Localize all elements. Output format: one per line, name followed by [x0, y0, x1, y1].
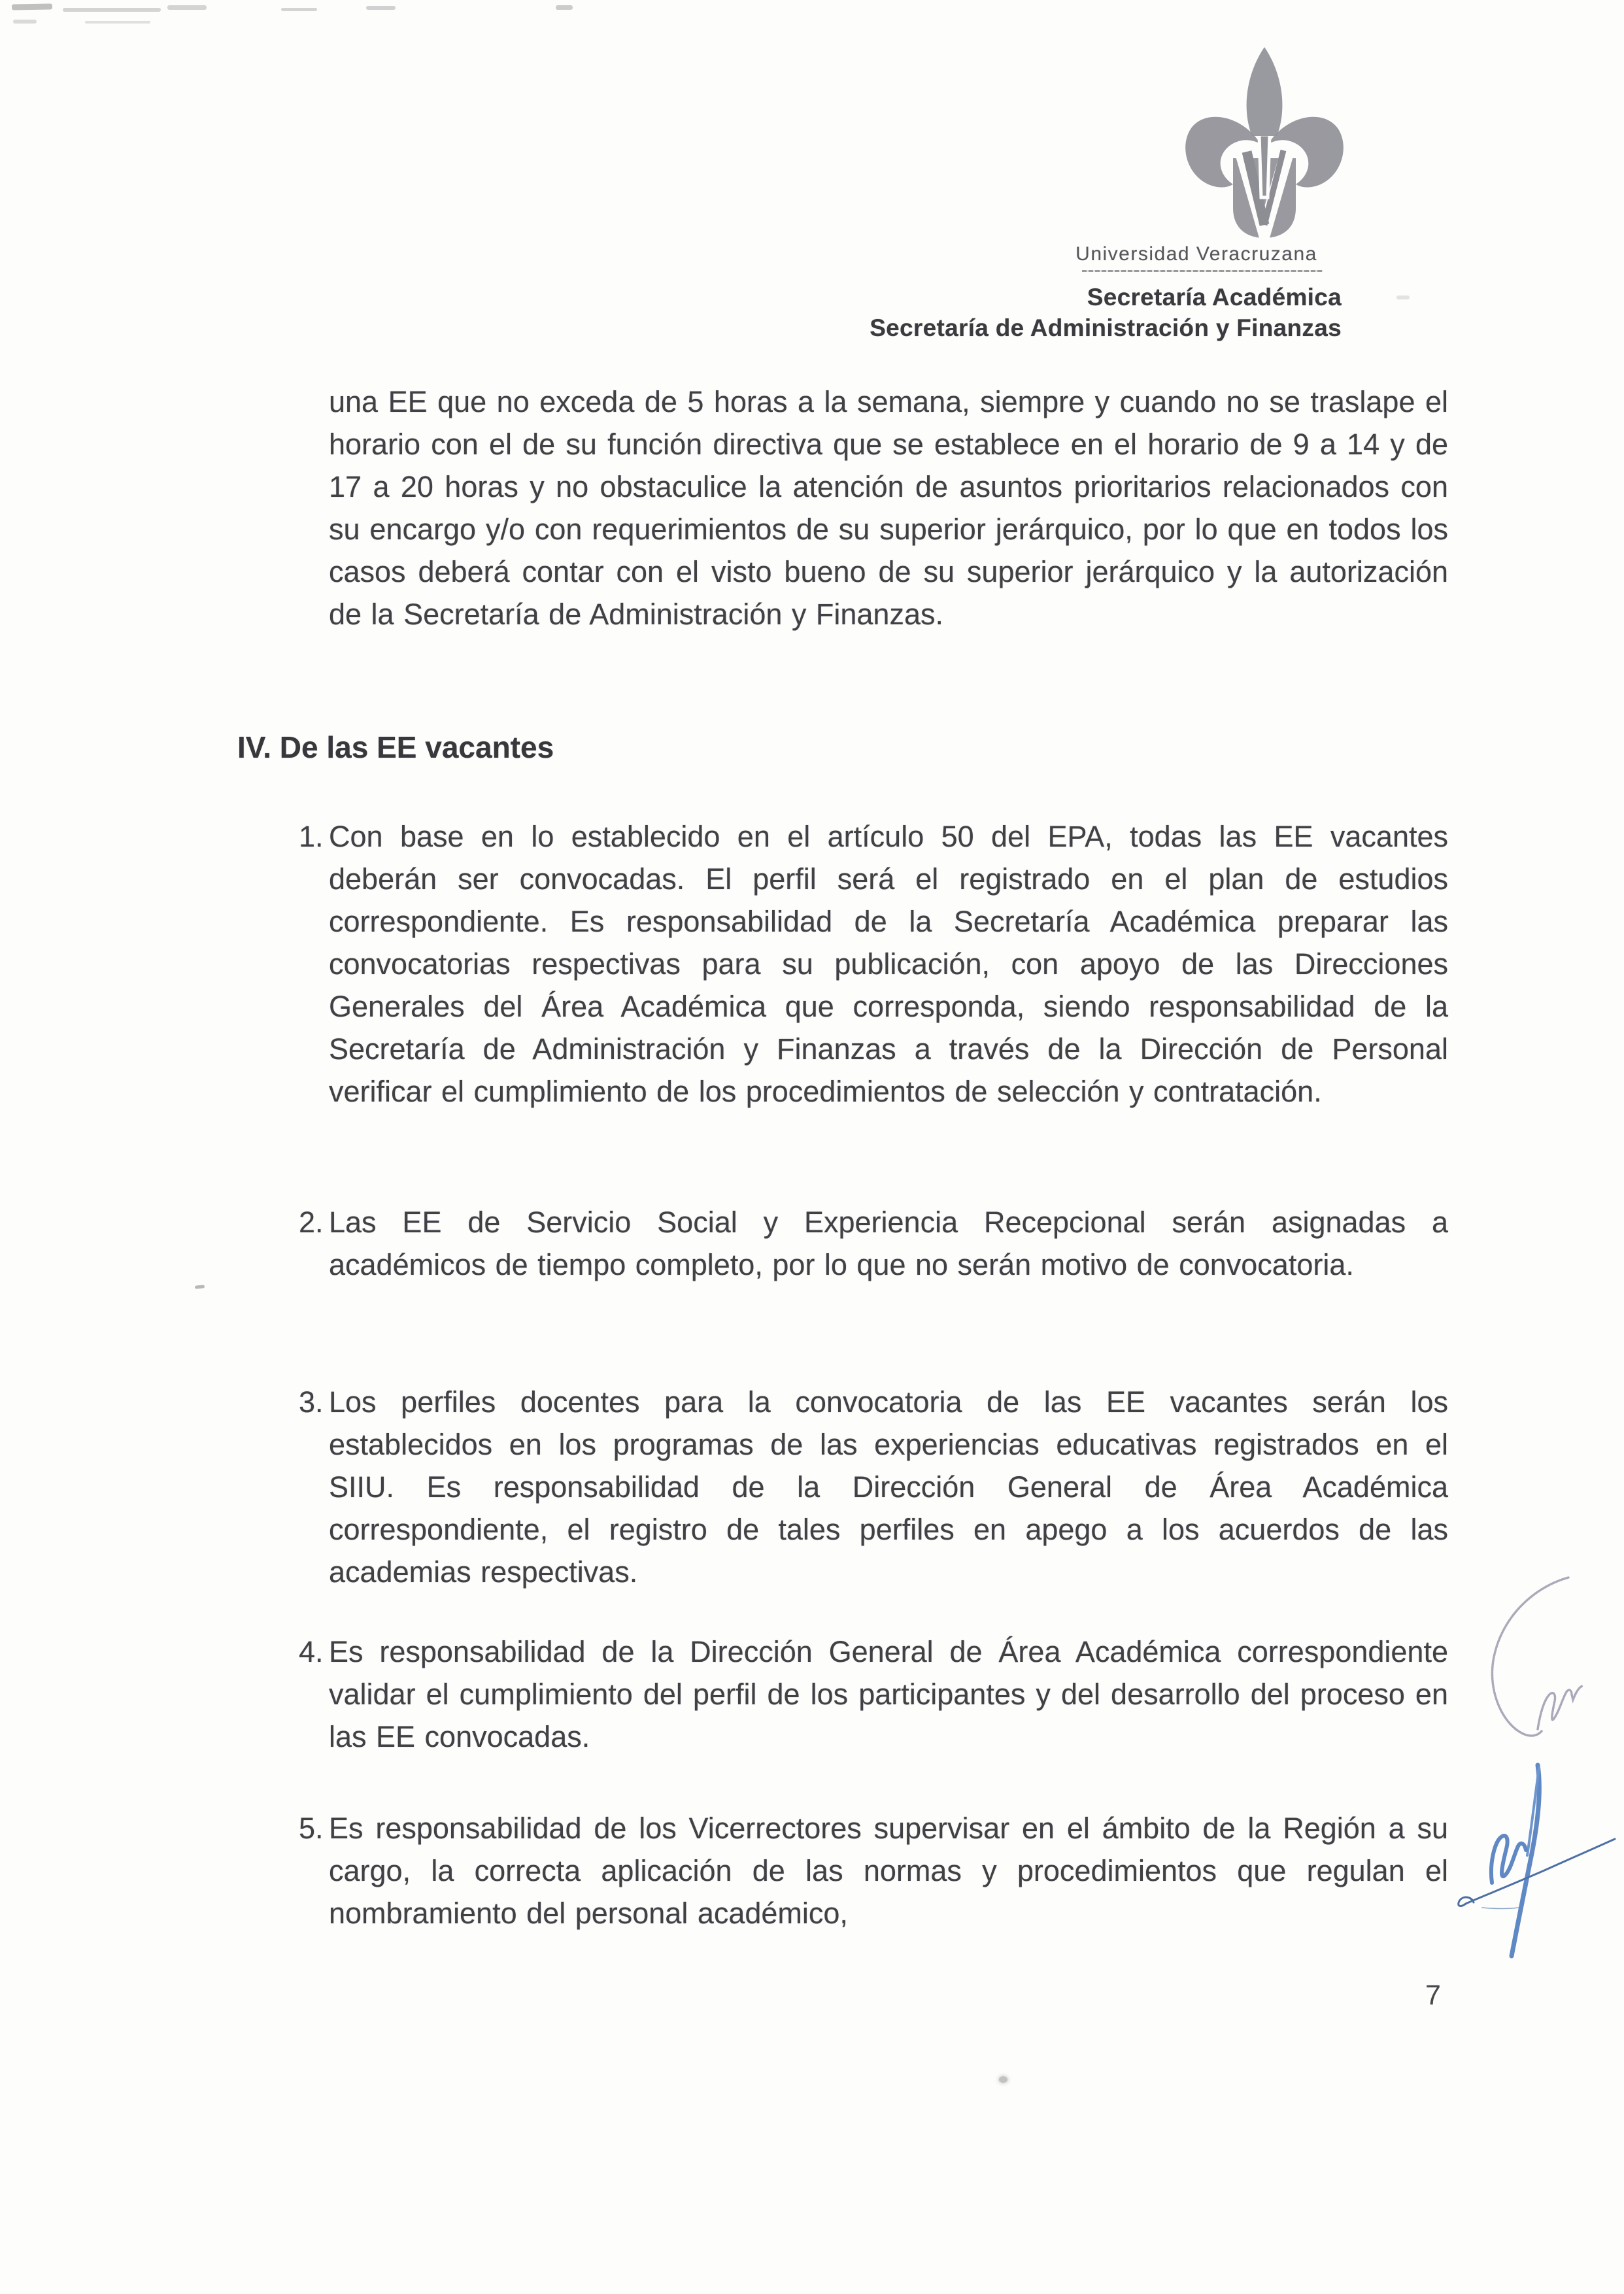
scan-artifact — [281, 8, 317, 11]
university-wordmark: Universidad Veracruzana — [1075, 243, 1317, 265]
item-text: Los perfiles docentes para la convocatoria de las EE vacantes serán los establecidos en los programas de las experiencias educativas registrados en el SIIU. Es responsabilidad de la Dirección General de Área Académica correspondiente, el registro de tales perfiles en apego a los acuerdos de las academias respectivas. — [329, 1385, 1448, 1589]
scan-artifact — [366, 6, 396, 10]
scan-artifact — [13, 20, 37, 24]
dept-line-admin-finanzas: Secretaría de Administración y Finanzas — [870, 314, 1342, 341]
university-logo-fleur-de-lis-icon — [1181, 46, 1348, 238]
list-item-1 — [299, 815, 1448, 1113]
letterhead-departments — [870, 282, 1342, 343]
scan-artifact — [556, 5, 573, 10]
intro-paragraph: una EE que no exceda de 5 horas a la semana, siempre y cuando no se traslape el horario con el de su función directiva que se establece en el horario de 9 a 14 y de 17 a 20 horas y no obstaculice la atención de asuntos prioritarios relacionados con su encargo y/o con requerimientos de su superior jerárquico, por lo que en todos los casos deberá contar con el visto bueno de su superior jerárquico y la autorización de la Secretaría de Administración y Finanzas. — [329, 385, 1448, 631]
item-number: 5. — [299, 1812, 324, 1845]
scan-artifact — [12, 3, 52, 10]
list-item-4 — [299, 1630, 1448, 1758]
handwritten-paraph-gray — [1479, 1570, 1590, 1747]
item-text: Con base en lo establecido en el artículo 50 del EPA, todas las EE vacantes deberán ser convocadas. El perfil será el registrado en el plan de estudios correspondiente. Es responsabilidad de la Secretaría Académica preparar las convocatorias respectivas para su publicación, con apoyo de las Direcciones Generales del Área Académica que corresponda, siendo responsabilidad de la Secretaría de Administración y Finanzas a través de la Dirección de Personal verificar el cumplimiento de los procedimientos de selección y contratación. — [329, 820, 1448, 1108]
scan-artifact — [1396, 295, 1410, 299]
list-item-2 — [299, 1201, 1448, 1286]
page-number: 7 — [1425, 1980, 1441, 2011]
dept-line-academica: Secretaría Académica — [1087, 284, 1342, 311]
list-item-3 — [299, 1381, 1448, 1593]
header-rule — [1082, 270, 1323, 272]
item-number: 4. — [299, 1635, 324, 1668]
item-text: Es responsabilidad de los Vicerrectores supervisar en el ámbito de la Región a su cargo, la correcta aplicación de las normas y procedimientos que regulan el nombramiento del personal académico, — [329, 1812, 1448, 1930]
item-text: Las EE de Servicio Social y Experiencia Recepcional serán asignadas a académicos de tiempo completo, por lo que no serán motivo de convocatoria. — [329, 1206, 1448, 1281]
scan-artifact — [63, 8, 161, 12]
scan-artifact — [195, 1285, 205, 1289]
item-number: 1. — [299, 820, 324, 853]
handwritten-signature-blue — [1450, 1757, 1624, 1966]
section-heading: IV. De las EE vacantes — [237, 730, 554, 764]
scan-artifact — [85, 21, 150, 24]
list-item-5 — [299, 1807, 1448, 1934]
item-number: 2. — [299, 1206, 324, 1239]
item-number: 3. — [299, 1385, 324, 1419]
item-text: Es responsabilidad de la Dirección General de Área Académica correspondiente validar el cumplimiento del perfil de los participantes y del desarrollo del proceso en las EE convocadas. — [329, 1635, 1448, 1753]
scan-artifact — [999, 2076, 1007, 2083]
scan-artifact — [167, 5, 207, 10]
